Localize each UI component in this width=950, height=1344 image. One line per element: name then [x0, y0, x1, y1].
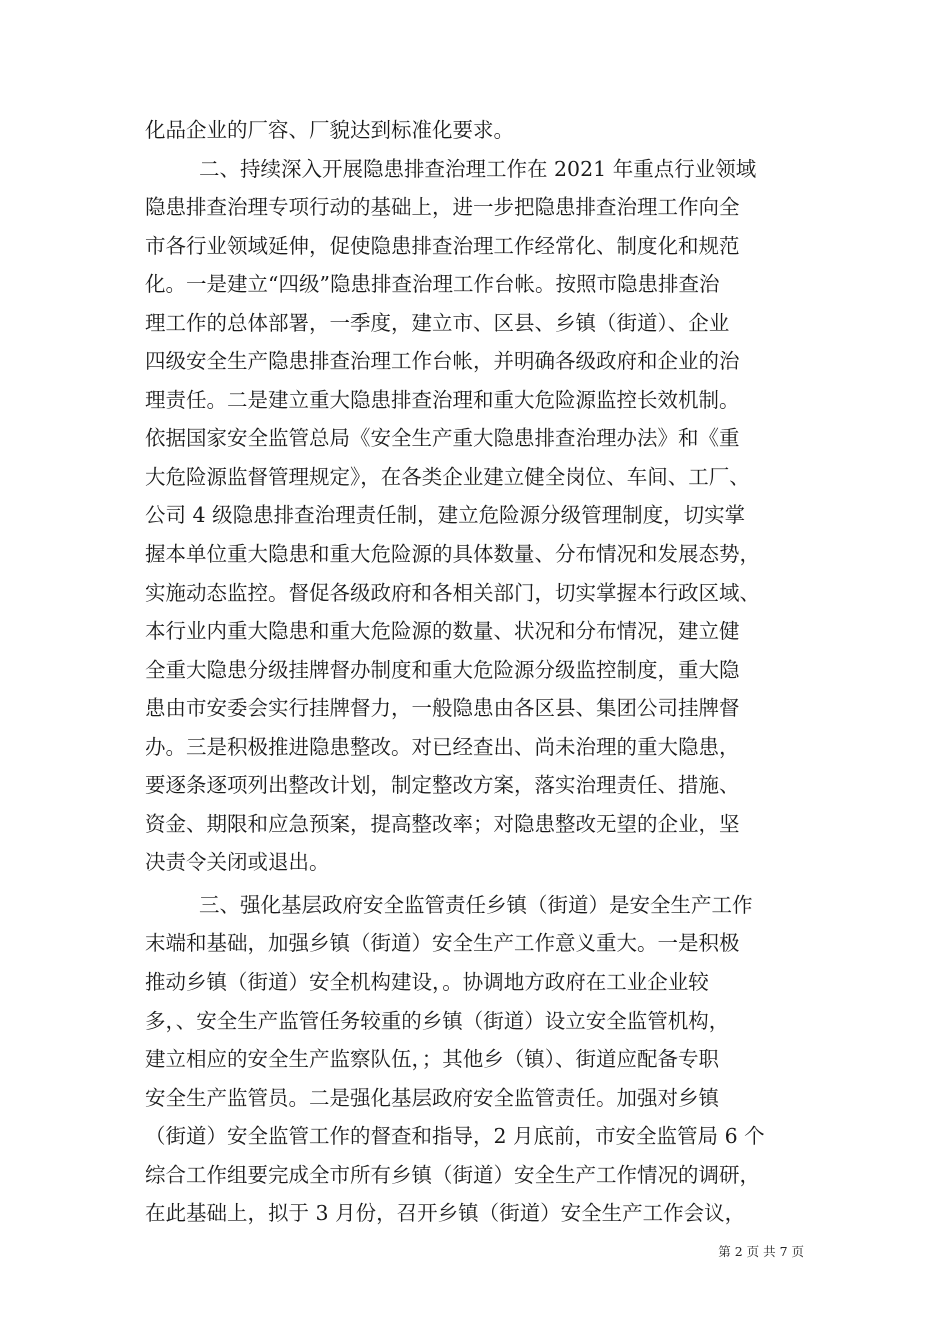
text-line: 实施动态监控。督促各级政府和各相关部门，切实掌握本行政区域、 — [145, 580, 760, 605]
text-line: 四级安全生产隐患排查治理工作台帐，并明确各级政府和企业的治 — [145, 349, 740, 374]
text-line: 化品企业的厂容、厂貌达到标准化要求。 — [145, 118, 514, 142]
text-line: 综合工作组要完成全市所有乡镇（街道）安全生产工作情况的调研， — [145, 1162, 760, 1187]
text-line: 多，、安全生产监管任务较重的乡镇（街道）设立安全监管机构， — [145, 1008, 730, 1033]
text-line: 推动乡镇（街道）安全机构建设，。协调地方政府在工业企业较 — [145, 970, 709, 995]
text-line: 大危险源监督管理规定》，在各类企业建立健全岗位、车间、工厂、 — [145, 464, 750, 489]
text-line: 资金、期限和应急预案，提高整改率；对隐患整改无望的企业，坚 — [145, 811, 740, 836]
text-line: 办。三是积极推进隐患整改。对已经查出、尚未治理的重大隐患， — [145, 734, 740, 759]
text-line: 本行业内重大隐患和重大危险源的数量、状况和分布情况，建立健 — [145, 619, 740, 644]
text-line: 末端和基础，加强乡镇（街道）安全生产工作意义重大。一是积极 — [145, 931, 740, 956]
section-heading-3: 三、强化基层政府安全监管责任乡镇（街道）是安全生产工作 — [199, 892, 753, 917]
document-body — [145, 111, 805, 1233]
text-line: 决责令关闭或退出。 — [145, 850, 330, 875]
text-line: 在此基础上，拟于 3 月份，召开乡镇（街道）安全生产工作会议， — [145, 1201, 746, 1226]
text-line: 握本单位重大隐患和重大危险源的具体数量、分布情况和发展态势， — [145, 542, 760, 567]
text-line: 要逐条逐项列出整改计划，制定整改方案，落实治理责任、措施、 — [145, 773, 740, 798]
text-line: （街道）安全监管工作的督查和指导，2 月底前，市安全监管局 6 个 — [145, 1124, 765, 1149]
text-line: 全重大隐患分级挂牌督办制度和重大危险源分级监控制度，重大隐 — [145, 657, 740, 682]
text-line: 理责任。二是建立重大隐患排查治理和重大危险源监控长效机制。 — [145, 387, 740, 412]
section-heading-2: 二、持续深入开展隐患排查治理工作在 2021 年重点行业领域 — [199, 156, 757, 181]
text-line: 理工作的总体部署，一季度，建立市、区县、乡镇（街道）、企业 — [145, 310, 730, 335]
text-line: 依据国家安全监管总局《安全生产重大隐患排查治理办法》和《重 — [145, 426, 740, 451]
text-line: 化。一是建立“四级”隐患排查治理工作台帐。按照市隐患排查治 — [145, 272, 720, 297]
text-line: 市各行业领域延伸，促使隐患排查治理工作经常化、制度化和规范 — [145, 233, 740, 258]
text-line: 公司 4 级隐患排查治理责任制，建立危险源分级管理制度，切实掌 — [145, 503, 746, 528]
text-line: 隐患排查治理专项行动的基础上，进一步把隐患排查治理工作向全 — [145, 195, 740, 220]
page-number: 第 2 页 共 7 页 — [718, 1244, 804, 1259]
text-line: 患由市安委会实行挂牌督力，一般隐患由各区县、集团公司挂牌督 — [145, 696, 740, 721]
text-line: 安全生产监管员。二是强化基层政府安全监管责任。加强对乡镇 — [145, 1085, 719, 1110]
text-line: 建立相应的安全生产监察队伍，；其他乡（镇）、街道应配备专职 — [145, 1047, 719, 1072]
